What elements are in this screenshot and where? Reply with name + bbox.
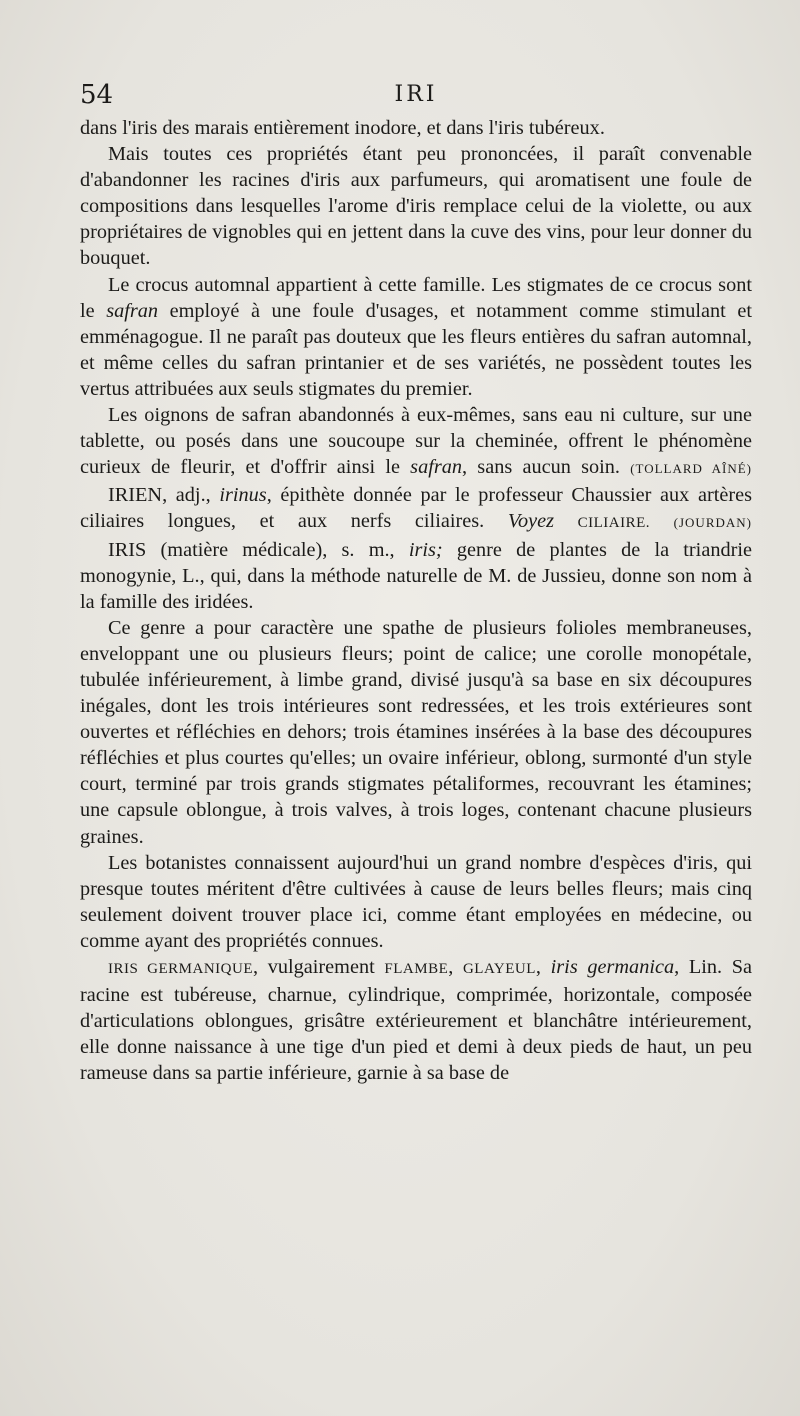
page-header <box>80 80 752 112</box>
paragraph-species: Les botanistes connaissent aujourd'hui un grand nombre d'espèces d'iris, qui presque toutes méritent d'être cultivées à cause de leurs belles fleurs; mais cinq seulement doivent trouver place ici, comme étant employées en médecine, ou comme ayant des propriétés connues. <box>80 851 752 952</box>
paragraph-text: employé à une foule d'usages, et notamment comme stimulant et emménagogue. Il ne paraît pas douteux que les fleurs entières du safran automnal, et même celles du safran printanier et de ses variétés, ne possèdent toutes les vertus attribuées aux seuls stigmates du premier. <box>80 299 752 400</box>
entry-irien <box>80 482 752 536</box>
paragraph-onions <box>80 402 752 482</box>
species-headword: IRIS GERMANIQUE <box>108 961 253 977</box>
italic-term: irinus <box>219 484 267 507</box>
paragraph-text: , <box>535 956 551 978</box>
paragraph-text: Le crocus automnal appartient à cette famille. Les stigmates de ce crocus sont le <box>80 273 752 322</box>
italic-term: safran <box>106 299 159 322</box>
paragraph-crocus <box>80 272 752 402</box>
paragraph-text: , sans aucun soin. <box>462 456 620 479</box>
entry-iris <box>80 537 752 615</box>
paragraph-perfumers: Mais toutes ces propriétés étant peu prononcées, il paraît convenable d'abandonner les racines d'iris aux parfumeurs, qui aromatisent une foule de compositions dans lesquelles l'arome d'iris remplace celui de la violette, ou aux propriétaires de vignobles qui en jettent dans la cuve des vins, pour leur donner du bouquet. <box>80 143 752 270</box>
paragraph-text: genre de plantes de la triandrie monogynie, L., qui, dans la méthode naturelle de M. de Jussieu, donne son nom à la famille des iridées. <box>80 538 752 613</box>
paragraph-text: , adj., <box>162 484 220 507</box>
author-signature: (TOLLARD AÎNÉ) <box>630 461 752 477</box>
paragraph-genus-description: Ce genre a pour caractère une spathe de plusieurs folioles membraneuses, enveloppant une ou plusieurs fleurs; point de calice; une corolle monopétale, tubulée inférieurement, à limbe grand, divisé jusqu'à sa base en six découpures inégales, dont les trois intérieures sont redressées, et les trois extérieures sont ouvertes et réfléchies en dehors; trois étamines insérées à la base des découpures réfléchies et plus courtes qu'elles; un ovaire inférieur, oblong, surmonté d'un style court, terminé par trois grands stigmates pétaliformes, recouvrant les étamines; une capsule oblongue, à trois valves, à trois loges, contenant chacune plusieurs graines. <box>80 616 752 848</box>
paragraph-text: , <box>448 956 463 978</box>
vernacular-name: GLAYEUL <box>462 961 536 977</box>
vernacular-name: FLAMBE <box>384 961 449 977</box>
page-number: 54 <box>80 80 114 110</box>
entry-headword: IRIS <box>108 538 147 561</box>
italic-term: safran <box>410 456 463 479</box>
body-text <box>80 115 752 1086</box>
paragraph-text: Les oignons de safran abandonnés à eux-mêmes, sans eau ni culture, sur une tablette, ou posés dans une soucoupe sur la cheminée, offrent le phénomène curieux de fleurir, et d'offrir ainsi le <box>80 404 752 479</box>
paragraph-continuation: dans l'iris des marais entièrement inodore, et dans l'iris tubéreux. <box>80 117 605 139</box>
cross-reference-voyez: Voyez <box>507 510 554 533</box>
paragraph-text: (matière médicale), s. m., <box>146 538 409 561</box>
italic-term: iris germanica <box>550 956 675 978</box>
running-head: IRI <box>394 82 438 107</box>
cross-reference-target: CILIAIRE. <box>577 515 651 532</box>
entry-iris-germanique <box>80 954 752 1086</box>
paragraph-text: , épithète donnée par le professeur Chaussier aux artères ciliaires longues, et aux nerfs ciliaires. <box>80 484 752 533</box>
author-signature: (JOURDAN) <box>673 515 752 531</box>
paragraph-text: , vulgairement <box>253 956 385 978</box>
italic-term: iris; <box>408 538 443 561</box>
entry-headword: IRIEN <box>108 484 163 507</box>
paragraph-text: , Lin. Sa racine est tubéreuse, charnue, cylindrique, comprimée, horizontale, composée d'articulations oblongues, grisâtre extérieurement et blanchâtre intérieurement, elle donne naissance à une tige d'un pied et demi à deux pieds de haut, un peu rameuse dans sa partie inférieure, garnie à sa base de <box>80 956 753 1085</box>
